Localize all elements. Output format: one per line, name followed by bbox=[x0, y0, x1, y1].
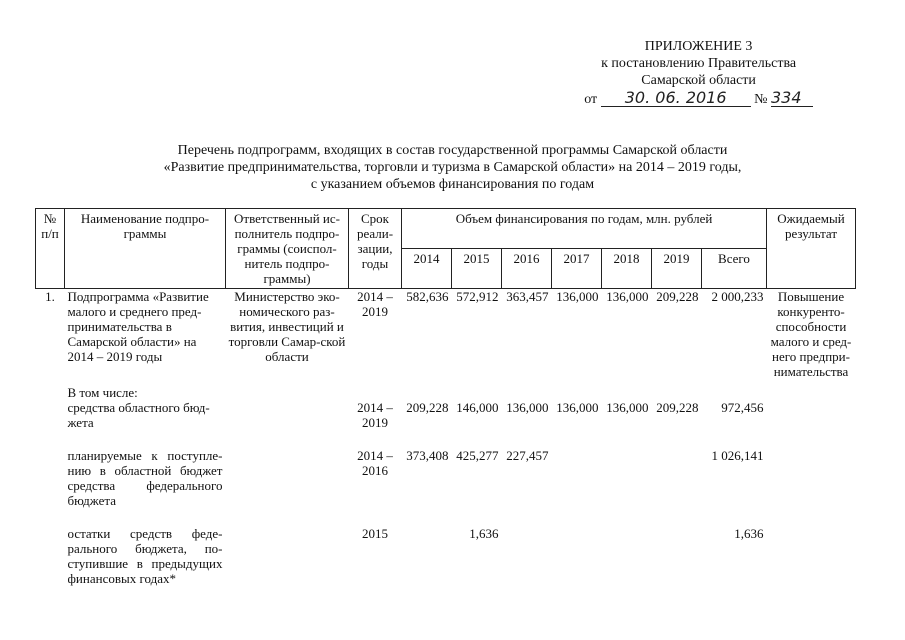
row-value-2018: 136,000 bbox=[606, 289, 649, 304]
row-value-2018 bbox=[602, 448, 652, 508]
header-volume: Объем финансирования по годам, млн. рублей bbox=[402, 209, 767, 249]
header-name: Наименование подпро-граммы bbox=[65, 209, 226, 289]
row-value-2019 bbox=[652, 448, 702, 508]
table-row bbox=[36, 379, 856, 400]
document-title bbox=[0, 142, 905, 193]
row-value-2019: 209,228 bbox=[656, 289, 699, 304]
row-value-2014: 209,228 bbox=[406, 400, 449, 415]
row-value-2019: 209,228 bbox=[656, 400, 699, 415]
decree-number: 334 bbox=[771, 89, 813, 107]
number-label: № bbox=[754, 92, 768, 107]
header-num: № п/п bbox=[36, 209, 65, 289]
row-value-2015: 1,636 bbox=[469, 526, 499, 541]
row-total: 1 026,141 bbox=[711, 448, 764, 463]
row-value-2014: 582,636 bbox=[406, 289, 449, 304]
row-responsible: Министерство эко-номического раз-вития, инвестиций и торговли Самар-ской области bbox=[228, 289, 346, 364]
header-responsible: Ответственный ис-полнитель подпро-граммы (соиспол-нитель подпро-граммы) bbox=[226, 209, 349, 289]
title-line-3: с указанием объемов финансирования по годам bbox=[310, 177, 595, 192]
row-value-2016: 363,457 bbox=[506, 289, 549, 304]
row-term: 2014 – 2016 bbox=[357, 448, 393, 478]
row-value-2015: 425,277 bbox=[456, 448, 499, 463]
row-value-2014: 373,408 bbox=[406, 448, 449, 463]
row-value-2017 bbox=[552, 526, 602, 586]
from-label: от bbox=[584, 92, 598, 107]
row-total: 2 000,233 bbox=[711, 289, 764, 304]
decree-date-number bbox=[584, 89, 813, 108]
appendix-region: Самарской области bbox=[641, 73, 756, 88]
row-term: 2015 bbox=[362, 526, 388, 541]
row-num: 1. bbox=[45, 289, 55, 304]
financing-table bbox=[35, 208, 856, 586]
header-year: 2014 bbox=[402, 249, 452, 289]
row-value-2015: 572,912 bbox=[456, 289, 499, 304]
row-total: 972,456 bbox=[721, 400, 764, 415]
table-row bbox=[36, 400, 856, 430]
row-result: Повышение конкуренто-способности малого и сред-него предпри-нимательства bbox=[770, 289, 852, 379]
header-term: Срок реали-зации, годы bbox=[349, 209, 402, 289]
table-row bbox=[36, 448, 856, 508]
appendix-title: ПРИЛОЖЕНИЕ 3 bbox=[644, 39, 753, 54]
header-result: Ожидаемый результат bbox=[767, 209, 856, 289]
decree-date: 30. 06. 2016 bbox=[601, 89, 751, 107]
header-year: 2016 bbox=[502, 249, 552, 289]
row-name: планируемые к поступле-нию в областной бюджет средства федерального бюджета bbox=[67, 448, 223, 508]
header-year: 2015 bbox=[452, 249, 502, 289]
row-value-2014 bbox=[402, 526, 452, 586]
row-term: 2014 – 2019 bbox=[357, 289, 393, 319]
row-value-2017: 136,000 bbox=[556, 400, 599, 415]
row-value-2017: 136,000 bbox=[556, 289, 599, 304]
row-value-2015: 146,000 bbox=[456, 400, 499, 415]
row-total: 1,636 bbox=[734, 526, 764, 541]
appendix-header bbox=[584, 38, 813, 108]
row-value-2017 bbox=[552, 448, 602, 508]
row-value-2018: 136,000 bbox=[606, 400, 649, 415]
row-name: Подпрограмма «Развитие малого и среднего пред-принимательства в Самарской области» на 2014 – 2019 годы bbox=[67, 289, 209, 364]
row-name: остатки средств феде-рального бюджета, по-ступившие в предыдущих финансовых годах* bbox=[67, 526, 223, 586]
header-year: 2018 bbox=[602, 249, 652, 289]
title-line-2: «Развитие предпринимательства, торговли и туризма в Самарской области» на 2014 – 2019 годы, bbox=[163, 160, 742, 175]
title-line-1: Перечень подпрограмм, входящих в состав государственной программы Самарской области bbox=[177, 143, 728, 158]
header-year: 2019 bbox=[652, 249, 702, 289]
header-year: 2017 bbox=[552, 249, 602, 289]
header-total: Всего bbox=[702, 249, 767, 289]
row-value-2019 bbox=[652, 526, 702, 586]
row-name: В том числе: bbox=[67, 385, 138, 400]
row-value-2016: 136,000 bbox=[506, 400, 549, 415]
row-term: 2014 – 2019 bbox=[357, 400, 393, 430]
row-value-2016: 227,457 bbox=[506, 448, 549, 463]
row-name: средства областного бюд-жета bbox=[67, 400, 210, 430]
table-row bbox=[36, 526, 856, 586]
row-value-2016 bbox=[502, 526, 552, 586]
row-value-2018 bbox=[602, 526, 652, 586]
appendix-subtitle: к постановлению Правительства bbox=[601, 56, 797, 71]
table-row bbox=[36, 289, 856, 380]
